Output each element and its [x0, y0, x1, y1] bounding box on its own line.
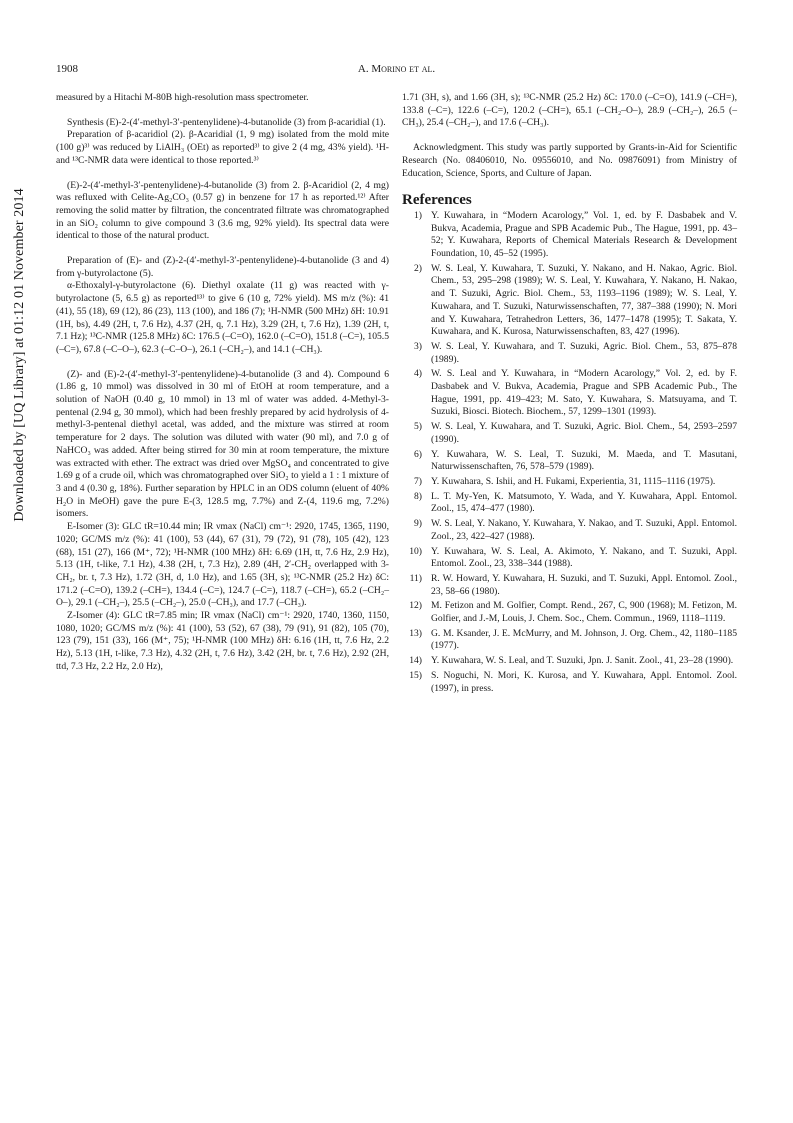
references-list: [402, 210, 737, 695]
reference-item: [402, 518, 737, 543]
reference-number: 12): [409, 600, 422, 612]
reference-text: W. S. Leal, Y. Kuwahara, and T. Suzuki, Agric. Biol. Chem., 54, 2593–2597 (1990).: [431, 421, 737, 445]
reference-text: M. Fetizon and M. Golfier, Compt. Rend., 267, C, 900 (1968); M. Fetizon, M. Golfier, and J.-M, Louis, J. Chem. Soc., Chem. Commun., 1969, 1118–1119.: [431, 600, 737, 625]
body-paragraph: (E)-2-(4′-methyl-3′-pentenylidene)-4-butanolide (3) from 2. β-Acaridiol (2, 4 mg) was refluxed with Celite-Ag₂CO₃ (0.57 g) in benzene for 17 h as reported.¹²⁾ After removing the solid matter by filtration, the concentrated filtrate was chromatographed in an SiO₂ column to give compound 3 (3.6 mg, 92% yield). Its spectral data were identical to those of the natural product.: [56, 179, 389, 242]
reference-number: 4): [414, 368, 422, 380]
body-paragraph: measured by a Hitachi M-80B high-resolution mass spectrometer.: [56, 92, 309, 103]
download-watermark: [0, 0, 40, 1123]
reference-text: W. S. Leal, Y. Kuwahara, T. Suzuki, Y. Nakano, and H. Nakao, Agric. Biol. Chem., 53, 295–298 (1989); W. S. Leal, Y. Kuwahara, Y. Nakano, H. Nakao, and T. Suzuki, Agric. Biol. Chem., 53, 1193–1196 (1989); W. S. Leal, Y. Kuwahara, and T. Suzuki, Naturwissenschaften, 77, 387–388 (1990); N. Mori and Y. Kuwahara, Tetrahedron Letters, 36, 1477–1478 (1995); T. Sakata, Y. Kuwahara, and K. Kurosa, Naturwissenschaften, 83, 427 (1996).: [431, 262, 737, 338]
reference-text: G. M. Ksander, J. E. McMurry, and M. Johnson, J. Org. Chem., 42, 1180–1185 (1977).: [431, 627, 737, 652]
right-paragraphs: [402, 92, 737, 180]
reference-number: 10): [409, 545, 422, 557]
body-paragraph: Acknowledgment. This study was partly supported by Grants-in-Aid for Scientific Research (No. 08406010, No. 09556010, and No. 09876091) from Ministry of Education, Science, Sports, and Culture of Japan.: [402, 142, 737, 179]
reference-text: S. Noguchi, N. Mori, K. Kurosa, and Y. Kuwahara, Appl. Entomol. Zool. (1997), in press.: [431, 669, 737, 694]
paragraph-gap: [56, 168, 389, 180]
reference-item: [402, 628, 737, 653]
reference-text: L. T. My-Yen, K. Matsumoto, Y. Wada, and Y. Kuwahara, Appl. Entomol. Zool., 15, 474–477 (1980).: [431, 490, 737, 515]
reference-item: [402, 670, 737, 695]
reference-text: Y. Kuwahara, W. S. Leal, A. Akimoto, Y. Nakano, and T. Suzuki, Appl. Entomol. Zool., 23, 338–344 (1988).: [431, 545, 737, 570]
reference-number: 5): [414, 421, 422, 433]
body-paragraph: 1.71 (3H, s), and 1.66 (3H, s); ¹³C-NMR (25.2 Hz) δC: 170.0 (–C=O), 141.9 (–CH=), 133.8 (–C=), 122.6 (–C=), 120.2 (–CH=), 65.1 (–CH₂–O–), 28.9 (–CH₂–), 26.5 (–CH₃), 25.4 (–CH₂–), and 17.6 (–CH₃).: [402, 92, 737, 129]
reference-item: [402, 476, 737, 489]
right-column: [402, 92, 737, 697]
paragraph-gap: [56, 243, 389, 255]
reference-number: 6): [414, 448, 422, 460]
running-header-author: A. Morino et al.: [357, 63, 436, 75]
reference-number: 3): [414, 340, 422, 352]
left-column: [56, 92, 389, 674]
reference-text: Y. Kuwahara, W. S. Leal, T. Suzuki, M. Maeda, and T. Masutani, Naturwissenschaften, 76, 578–579 (1989).: [431, 448, 737, 473]
body-paragraph: E-Isomer (3): GLC tR=10.44 min; IR νmax (NaCl) cm⁻¹: 2920, 1745, 1365, 1190, 1020; GC/MS m/z (%): 41 (100), 53 (44), 67 (31), 79 (72), 91 (78), 105 (42), 123 (68), 151 (27), 166 (M⁺, 72); ¹H-NMR (100 MHz) δH: 6.69 (1H, tt, 7.6 Hz, 2.9 Hz), 5.13 (1H, t-like, 7.1 Hz), 4.38 (2H, t, 7.3 Hz), 2.89 (4H, 2′-CH₂ overlapped with 3-CH₂, br. t, 7.3 Hz), 1.72 (3H, d, 1.0 Hz), and 1.65 (3H, s); ¹³C-NMR (25.2 Hz) δC: 171.2 (–C=O), 139.2 (–CH=), 134.4 (–C=), 124.7 (–C=), 118.7 (–CH=), 65.2 (–CH₂–O–), 29.1 (–CH₂–), 25.5 (–CH₂–), 25.0 (–CH₃), and 17.7 (–CH₃).: [56, 521, 389, 609]
reference-item: [402, 341, 737, 366]
reference-item: [402, 491, 737, 516]
reference-item: [402, 655, 737, 668]
reference-item: [402, 210, 737, 261]
references-heading: References: [402, 192, 472, 209]
reference-item: [402, 546, 737, 571]
reference-number: 13): [409, 627, 422, 639]
reference-number: 14): [409, 655, 422, 667]
reference-text: W. S. Leal, Y. Kuwahara, and T. Suzuki, Agric. Biol. Chem., 53, 875–878 (1989).: [431, 340, 737, 365]
body-paragraph: Preparation of β-acaridiol (2). β-Acaridial (1, 9 mg) isolated from the mold mite (100 g)³⁾ was reduced by LiAlH₃ (OEt) as reported³⁾ to give 2 (4 mg, 43% yield). ¹H- and ¹³C-NMR data were identical to those reported.³⁾: [56, 129, 389, 166]
reference-text: W. S. Leal and Y. Kuwahara, in “Modern Acarology,” Vol. 2, ed. by F. Dasbabek and V. Bukva, Academia, Prague and SPB Academic Pub., The Hague, 1991, pp. 419–423; M. Sato, Y. Kuwahara, S. Matsuyama, and T. Suzuki, Biosci. Biotech. Biochem., 57, 1299–1301 (1993).: [431, 368, 737, 418]
reference-item: [402, 449, 737, 474]
reference-item: [402, 600, 737, 625]
body-paragraph: α-Ethoxalyl-γ-butyrolactone (6). Diethyl oxalate (11 g) was reacted with γ-butyrolactone (5, 6.5 g) as reported¹³⁾ to give 6 (10 g, 72% yield). MS m/z (%): 41 (41), 55 (18), 69 (12), 86 (23), 113 (100), and 186 (7); ¹H-NMR (500 MHz) δH: 10.91 (1H, bs), 4.49 (2H, t, 7.6 Hz), 4.37 (2H, q, 7.1 Hz), 3.29 (2H, t, 7.6 Hz), 1.39 (2H, t, 7.1 Hz); ¹³C-NMR (125.8 MHz) δC: 176.5 (–C=O), 162.0 (–C=O), 151.8 (–C=), 105.5 (–C=), 67.8 (–C–O–), 62.3 (–C–O–), 26.1 (–CH₂–), and 14.1 (–CH₃).: [56, 280, 389, 355]
reference-text: Y. Kuwahara, W. S. Leal, and T. Suzuki, Jpn. J. Sanit. Zool., 41, 23–28 (1990).: [431, 655, 734, 667]
reference-text: Y. Kuwahara, S. Ishii, and H. Fukami, Experientia, 31, 1115–1116 (1975).: [431, 475, 716, 487]
reference-text: Y. Kuwahara, in “Modern Acarology,” Vol. 1, ed. by F. Dasbabek and V. Bukva, Academia, Prague and SPB Academic Pub., The Hague, 1991, pp. 43–52; Y. Kuwahara, Reports of Chemical Materials Research & Development Foundation, 10, 45–52 (1995).: [431, 209, 737, 260]
body-paragraph: Synthesis (E)-2-(4′-methyl-3′-pentenylidene)-4-butanolide (3) from β-acaridial (1).: [67, 116, 386, 128]
body-paragraph: Preparation of (E)- and (Z)-2-(4′-methyl-3′-pentenylidene)-4-butanolide (3 and 4) from γ-butyrolactone (5).: [56, 255, 389, 279]
paragraph-gap: [402, 130, 737, 142]
reference-item: [402, 573, 737, 598]
paragraph-gap: [56, 357, 389, 369]
reference-item: [402, 368, 737, 419]
reference-number: 1): [414, 209, 422, 221]
reference-number: 9): [414, 518, 422, 530]
reference-item: [402, 263, 737, 339]
reference-number: 7): [414, 475, 422, 487]
paragraph-gap: [56, 105, 389, 117]
section-gap: [402, 180, 737, 192]
page-number: 1908: [56, 63, 78, 75]
reference-number: 8): [414, 490, 422, 502]
body-paragraph: Z-Isomer (4): GLC tR=7.85 min; IR νmax (NaCl) cm⁻¹: 2920, 1740, 1360, 1150, 1080, 1020; GC/MS m/z (%): 41 (100), 53 (52), 67 (38), 79 (91), 91 (82), 105 (70), 123 (79), 151 (33), 166 (M⁺, 75); ¹H-NMR (100 MHz) δH: 6.16 (1H, tt, 7.6 Hz, 2.2 Hz), 5.13 (1H, t-like, 7.3 Hz), 4.32 (2H, t, 7.6 Hz), 3.42 (2H, br. t, 7.6 Hz), 2.92 (2H, ttd, 7.3 Hz, 2.2 Hz, 2.0 Hz),: [56, 610, 389, 672]
reference-item: [402, 421, 737, 446]
download-watermark-text: Downloaded by [UQ Library] at 01:12 01 November 2014: [12, 188, 27, 522]
reference-text: R. W. Howard, Y. Kuwahara, H. Suzuki, and T. Suzuki, Appl. Entomol. Zool., 23, 58–66 (1980).: [431, 572, 737, 597]
body-paragraph: (Z)- and (E)-2-(4′-methyl-3′-pentenylidene)-4-butanolide (3 and 4). Compound 6 (1.86 g, 10 mmol) was dissolved in 30 ml of EtOH at room temperature, and a solution of NaOH (0.40 g, 10 mmol) in 13 ml of water was added. 4-Methyl-3-pentenal (2.94 g, 30 mmol), which had been freshly prepared by acid hydrolysis of 4-methyl-3-pentenal diethyl acetal, was added, and the mixture was stirred at room temperature for 2 days. The solution was diluted with water (90 ml), and 7.0 g of NaHCO₃ was added. After being stirred for 30 min at room temperature, the mixture was extracted with ether. The extract was dried over MgSO₄ and concentrated to give 1.69 g of a crude oil, which was chromatographed over SiO₂ to yield a 1 : 1 mixture of 3 and 4 (0.30 g, 18%). Further separation by HPLC in an ODS column (eluent of 40% H₂O in MeOH) gave the pure E-(3, 128.5 mg, 7.7%) and Z-(4, 119.6 mg, 7.2%) isomers.: [56, 368, 389, 520]
reference-number: 15): [409, 669, 422, 681]
reference-number: 2): [414, 262, 422, 274]
reference-text: W. S. Leal, Y. Nakano, Y. Kuwahara, Y. Nakao, and T. Suzuki, Appl. Entomol. Zool., 23, 422–427 (1988).: [431, 518, 737, 542]
reference-number: 11): [409, 572, 422, 584]
